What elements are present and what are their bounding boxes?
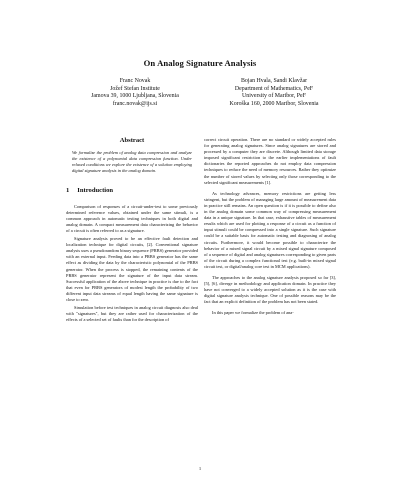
author-email: franc.novak@ijs.si bbox=[112, 100, 158, 107]
author-names: Bojan Hvala, Sandi Klavžar bbox=[240, 78, 308, 84]
right-column bbox=[204, 137, 336, 317]
author-address: Jamova 39, 1000 Ljubljana, Slovenia bbox=[91, 93, 179, 100]
paragraph: Simulation before test techniques in analog circuit diagnosis also deal with "signatures", but they are rather used for characterization of the effects of a selected set of faults than for the description of bbox=[66, 305, 198, 323]
paragraph: Signature analysis proved to be an effective fault detection and localization technique for digital circuits, [2]. Conventional signature analysis uses a pseudorandom binary sequence (PRBS) generator provided with an external input. Feeding data into a PRBS generator has the same effect as dividing the data by the characteristic polynomial of the PRBS generator. When the process is stopped, the remaining contents of the PRBS generator represent the signature of the input data stream. Successful application of the above technique in practice is due to the fact that even for PRBS generators of modest length the probability of two different input data streams of equal length having the same signature is close to zero. bbox=[66, 236, 198, 302]
paragraph: As technology advances, memory restrictions are getting less stringent, but the problem of managing large amount of measurement data in practice still remains. An open question is if it is possible to define also in the analog domain some common way of compressing measurement data in a unique signature. In that case, exhaustive tables of measurement results which are used for plotting a response of a circuit as a function of input stimuli could be compressed into a single signature. Such signature could be a suitable basis for automatic testing and diagnosing of analog circuits. Furthermore, it would become possible to characterize the behavior of a mixed signal circuit by a mixed signal signature composed of a sequence of digital and analog signatures corresponding to given parts of the circuit during a complex functional test (e.g. built-in mixed signal circuit test, or digital/analog core test in MCM applications). bbox=[204, 190, 336, 269]
author-department: Department of Mathematics, PeF bbox=[234, 85, 314, 92]
author-university: University of Maribor, PeF bbox=[242, 93, 306, 100]
section-heading bbox=[66, 188, 198, 194]
author-affiliation: Jožef Stefan Institute bbox=[110, 85, 160, 92]
abstract-heading: Abstract bbox=[119, 137, 145, 144]
page-number: 1 bbox=[198, 466, 202, 471]
left-column bbox=[66, 138, 198, 323]
author-address: Koroška 160, 2000 Maribor, Slovenia bbox=[229, 100, 319, 107]
section-title: Introduction bbox=[77, 187, 114, 195]
paragraph: In this paper we formalize the problem of ana- bbox=[212, 310, 294, 316]
section-number: 1 bbox=[66, 187, 70, 195]
paragraph: Comparison of responses of a circuit-under-test to some previously determined reference values, obtained under the same stimuli, is a common approach in automatic testing techniques in both digital and analog domain. A compact measurement data characterizing the behavior of a circuit is often referred to as a signature. bbox=[66, 203, 198, 233]
paragraph: The approaches to the analog signature analysis proposed so far [3], [5], [6], diverge in methodology and application domain. In practice they have not converged to a widely accepted solution as it is the case with digital signature analysis technique. One of possible reasons may be the fact that an explicit definition of the problem has not been stated. bbox=[204, 274, 336, 305]
author-name: Franc Novak bbox=[119, 78, 151, 84]
abstract-text: We formalize the problem of analog data compression and analyze the existence of a polynomial data compression function. Under relaxed conditions we explore the existence of a solution employing digital signature analysis in the analog domain. bbox=[72, 150, 192, 174]
author-block-left bbox=[55, 78, 215, 108]
author-block-right bbox=[194, 78, 354, 108]
paper-title: On Analog Signature Analysis bbox=[143, 58, 257, 68]
paragraph: correct circuit operation. There are no standard or widely accepted rules for generating analog signatures. Since analog signatures are stored and processed by a computer they are discrete. Although limited data storage imposed significant restriction to the earlier implementations of fault dictionaries the reported approaches do not employ data compression techniques to reduce the need of memory resources. Rather they optimize the number of stored values by selecting only those corresponding to the selected significant measurements [1]. bbox=[204, 137, 336, 185]
